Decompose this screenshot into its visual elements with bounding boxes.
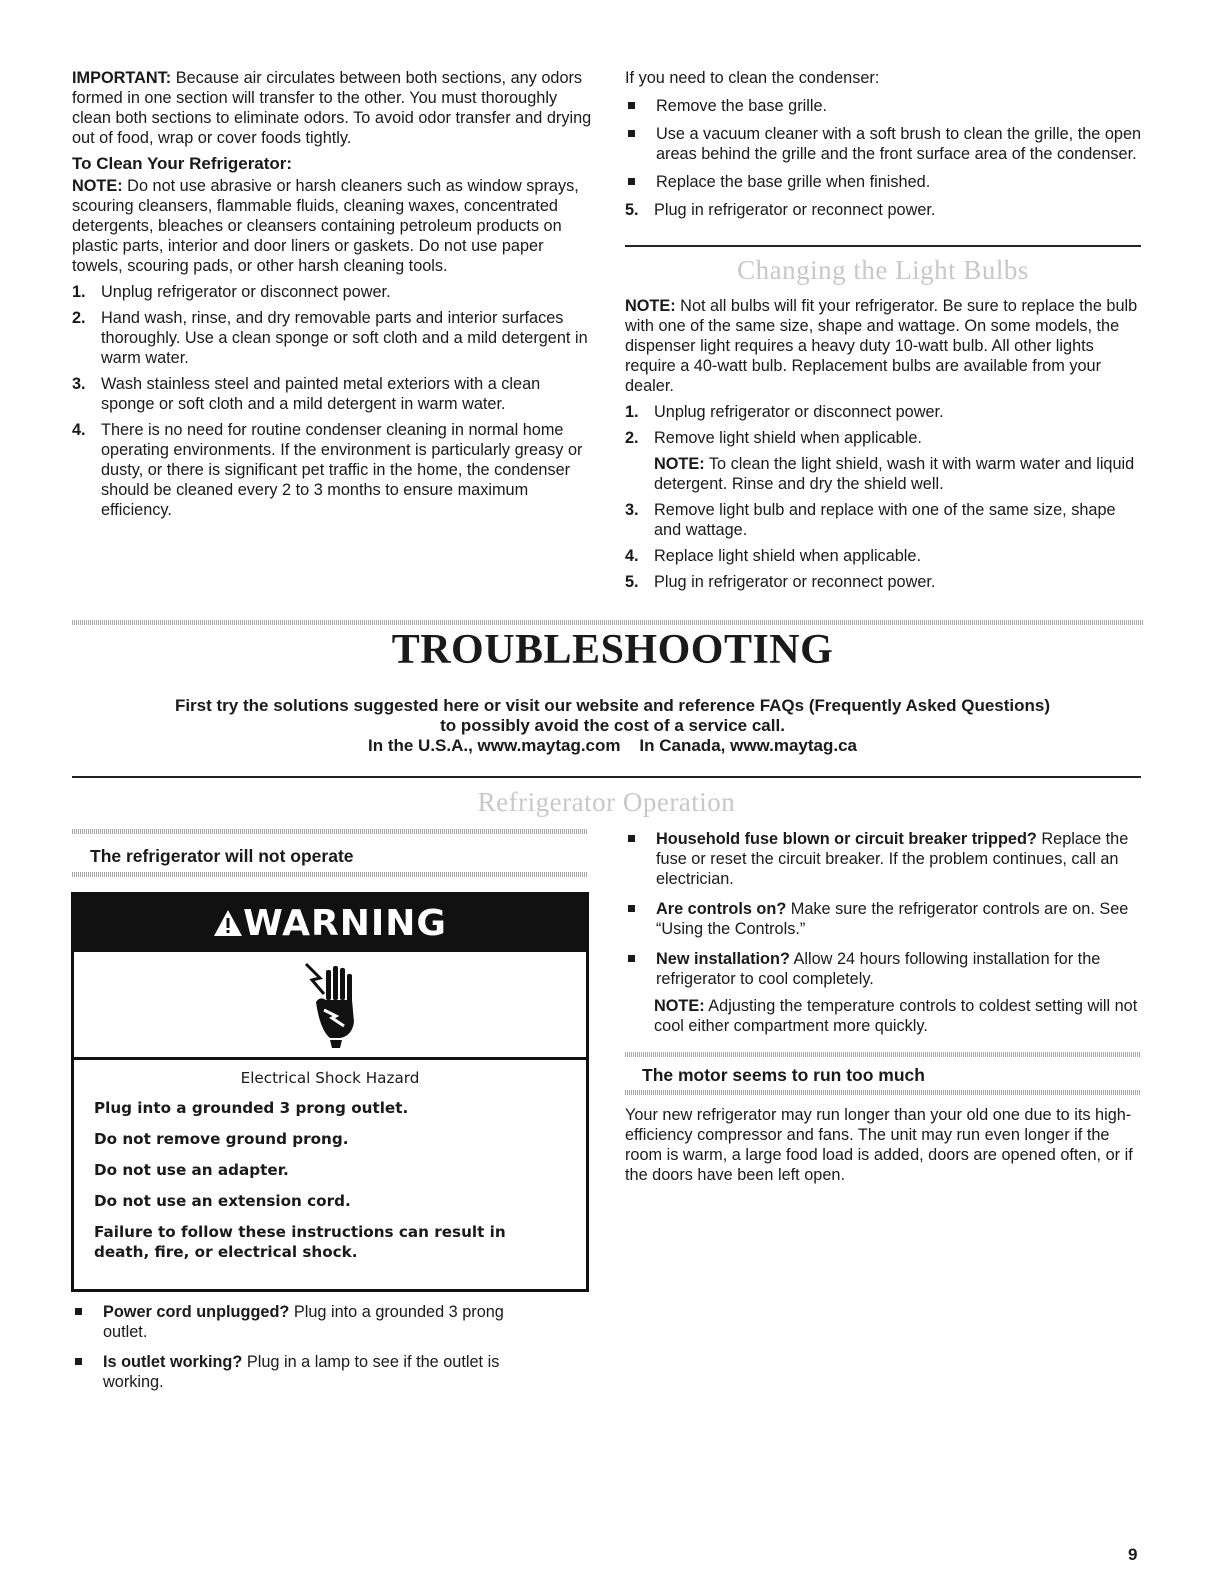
- step-text: Plug in refrigerator or reconnect power.: [654, 201, 936, 219]
- list-item: [625, 500, 1145, 540]
- step-number: 3.: [625, 501, 639, 519]
- bulbs-note: [625, 296, 1145, 396]
- list-item: [625, 200, 1145, 220]
- clean-note: [72, 176, 592, 276]
- warning-line: Do not use an adapter.: [94, 1161, 289, 1179]
- warning-line: Failure to follow these instructions can result in death, fire, or electrical shock.: [94, 1223, 506, 1261]
- install-note: [654, 996, 1144, 1036]
- bullet-question: Are controls on?: [656, 900, 787, 918]
- list-item: [72, 282, 592, 302]
- condenser-intro: If you need to clean the condenser:: [625, 69, 880, 87]
- bulb-steps: [625, 402, 1145, 448]
- dotted-divider: [72, 872, 588, 877]
- bullet-text: Remove the base grille.: [656, 97, 828, 115]
- bullet-answer: Make sure the refrigerator controls are on. See “Using the Controls.”: [656, 900, 1129, 938]
- list-item: [625, 172, 1145, 192]
- step-text: Wash stainless steel and painted metal exteriors with a clean sponge or soft cloth and a mild detergent in warm water.: [101, 375, 541, 413]
- list-item: [625, 546, 1145, 566]
- bullet-icon: [628, 835, 635, 842]
- bulbs-section: [625, 296, 1145, 598]
- step-number: 4.: [625, 547, 639, 565]
- list-item: [625, 899, 1143, 939]
- note-label: NOTE:: [72, 177, 123, 195]
- troubleshooting-intro: [0, 696, 1225, 756]
- bullet-question: Household fuse blown or circuit breaker tripped?: [656, 830, 1037, 848]
- step-number: 5.: [625, 201, 639, 219]
- list-item: [72, 374, 592, 414]
- warning-triangle-icon: [213, 909, 243, 937]
- dotted-divider: [72, 829, 588, 834]
- not-operate-bullets: [72, 1302, 552, 1400]
- bullet-question: Is outlet working?: [103, 1353, 243, 1371]
- warning-line: Plug into a grounded 3 prong outlet.: [94, 1099, 409, 1117]
- bullet-icon: [75, 1358, 82, 1365]
- cleaning-steps: [72, 282, 592, 520]
- bullet-icon: [628, 955, 635, 962]
- divider: [625, 245, 1141, 247]
- list-item: [625, 572, 1145, 592]
- page-number: 9: [1128, 1545, 1138, 1564]
- clean-heading: To Clean Your Refrigerator:: [72, 154, 293, 173]
- bullet-question: Power cord unplugged?: [103, 1303, 290, 1321]
- condenser-bullets: [625, 96, 1145, 192]
- step-text: Plug in refrigerator or reconnect power.: [654, 573, 936, 591]
- list-item: [625, 124, 1145, 164]
- not-operate-heading: The refrigerator will not operate: [90, 846, 354, 866]
- shield-note: [625, 454, 1145, 494]
- list-item: [72, 1352, 552, 1392]
- warning-label: WARNING: [243, 903, 447, 944]
- list-item: [625, 96, 1145, 116]
- bullet-answer: Plug into a grounded 3 prong outlet.: [103, 1303, 504, 1341]
- step-text: Hand wash, rinse, and dry removable parts and interior surfaces thoroughly. Use a clean sponge or soft cloth and a mild detergent in warm water.: [101, 309, 588, 367]
- step-number: 1.: [72, 283, 86, 301]
- list-item: [625, 829, 1143, 889]
- step-text: Unplug refrigerator or disconnect power.: [654, 403, 944, 421]
- warning-body: [74, 1060, 586, 1262]
- bullet-question: New installation?: [656, 950, 790, 968]
- important-text: Because air circulates between both sections, any odors formed in one section will transfer to the other. You must thoroughly clean both sections to eliminate odors. To avoid odor transfer and drying out of food, wrap or cover foods tightly.: [72, 69, 592, 147]
- list-item: [625, 402, 1145, 422]
- motor-heading: The motor seems to run too much: [642, 1065, 925, 1085]
- condenser-step: [625, 200, 1145, 220]
- bullet-icon: [75, 1308, 82, 1315]
- intro-line: First try the solutions suggested here or visit our website and reference FAQs (Frequently Asked Questions): [174, 696, 1051, 715]
- step-number: 2.: [72, 309, 86, 327]
- step-text: Replace light shield when applicable.: [654, 547, 922, 565]
- bullet-answer: Allow 24 hours following installation for the refrigerator to cool completely.: [656, 950, 1101, 988]
- step-text: Remove light bulb and replace with one of the same size, shape and wattage.: [654, 501, 1116, 539]
- note-label: NOTE:: [654, 455, 705, 473]
- step-text: Remove light shield when applicable.: [654, 429, 922, 447]
- bullet-icon: [628, 102, 635, 109]
- list-item: [72, 308, 592, 368]
- divider: [72, 776, 1141, 778]
- condenser-section: [625, 68, 1145, 226]
- note-text: Do not use abrasive or harsh cleaners such as window sprays, scouring cleansers, flammable fluids, cleaning waxes, concentrated detergents, bleaches or cleansers containing petroleum products on plastic parts, interior and door liners or gaskets. Do not use paper towels, scouring pads, or other harsh cleaning tools.: [72, 177, 579, 275]
- list-item: [72, 420, 592, 520]
- important-paragraph: [72, 68, 592, 148]
- warning-box: [71, 892, 589, 1292]
- list-item: [625, 428, 1145, 448]
- motor-text: Your new refrigerator may run longer than your old one due to its high-efficiency compressor and fans. The unit may run even longer if the room is warm, a large food load is added, doors are opened often, or if the doors have been left open.: [625, 1106, 1133, 1184]
- list-item: [72, 1302, 552, 1342]
- step-number: 1.: [625, 403, 639, 421]
- bullet-icon: [628, 130, 635, 137]
- bullet-text: Use a vacuum cleaner with a soft brush to clean the grille, the open areas behind the grille and the front surface area of the condenser.: [656, 125, 1142, 163]
- intro-line: to possibly avoid the cost of a service call.: [440, 716, 785, 735]
- shock-hazard-area: [74, 952, 586, 1060]
- important-label: IMPORTANT:: [72, 69, 172, 87]
- warning-header: [74, 895, 586, 952]
- cleaning-section: [72, 68, 592, 526]
- step-number: 3.: [72, 375, 86, 393]
- note-label: NOTE:: [625, 297, 676, 315]
- bullet-answer: Plug in a lamp to see if the outlet is working.: [103, 1353, 500, 1391]
- electric-shock-hand-icon: [302, 960, 362, 1050]
- bullet-answer: Replace the fuse or reset the circuit breaker. If the problem continues, call an electrician.: [656, 830, 1129, 888]
- warning-line: Do not use an extension cord.: [94, 1192, 351, 1210]
- bullet-icon: [628, 905, 635, 912]
- step-text: Unplug refrigerator or disconnect power.: [101, 283, 391, 301]
- note-label: NOTE:: [654, 997, 705, 1015]
- operation-bullets: [625, 829, 1143, 997]
- note-text: To clean the light shield, wash it with warm water and liquid detergent. Rinse and dry the shield well.: [654, 455, 1135, 493]
- dotted-divider: [72, 620, 1144, 625]
- hazard-label: Electrical Shock Hazard: [240, 1069, 420, 1087]
- warning-line: Do not remove ground prong.: [94, 1130, 349, 1148]
- step-text: There is no need for routine condenser cleaning in normal home operating environments. If the environment is particularly greasy or dusty, or there is significant pet traffic in the home, the condenser should be cleaned every 2 to 3 months to ensure maximum efficiency.: [101, 421, 583, 519]
- note-text: Not all bulbs will fit your refrigerator. Be sure to replace the bulb with one of the same size, shape and wattage. On some models, the dispenser light requires a heavy duty 10-watt bulb. All other lights require a 40-watt bulb. Replacement bulbs are available from your dealer.: [625, 297, 1138, 395]
- page-title: TROUBLESHOOTING: [391, 627, 834, 673]
- note-text: Adjusting the temperature controls to coldest setting will not cool either compartment more quickly.: [654, 997, 1138, 1035]
- step-number: 5.: [625, 573, 639, 591]
- bullet-text: Replace the base grille when finished.: [656, 173, 931, 191]
- step-number: 4.: [72, 421, 86, 439]
- dotted-divider: [625, 1052, 1141, 1057]
- bulb-steps-continued: [625, 500, 1145, 592]
- step-number: 2.: [625, 429, 639, 447]
- list-item: [625, 949, 1143, 989]
- dotted-divider: [625, 1090, 1141, 1095]
- bullet-icon: [628, 178, 635, 185]
- intro-links: In the U.S.A., www.maytag.com In Canada, www.maytag.ca: [367, 736, 858, 755]
- operation-section-title: Refrigerator Operation: [477, 787, 736, 817]
- bulbs-section-title: Changing the Light Bulbs: [737, 255, 1029, 285]
